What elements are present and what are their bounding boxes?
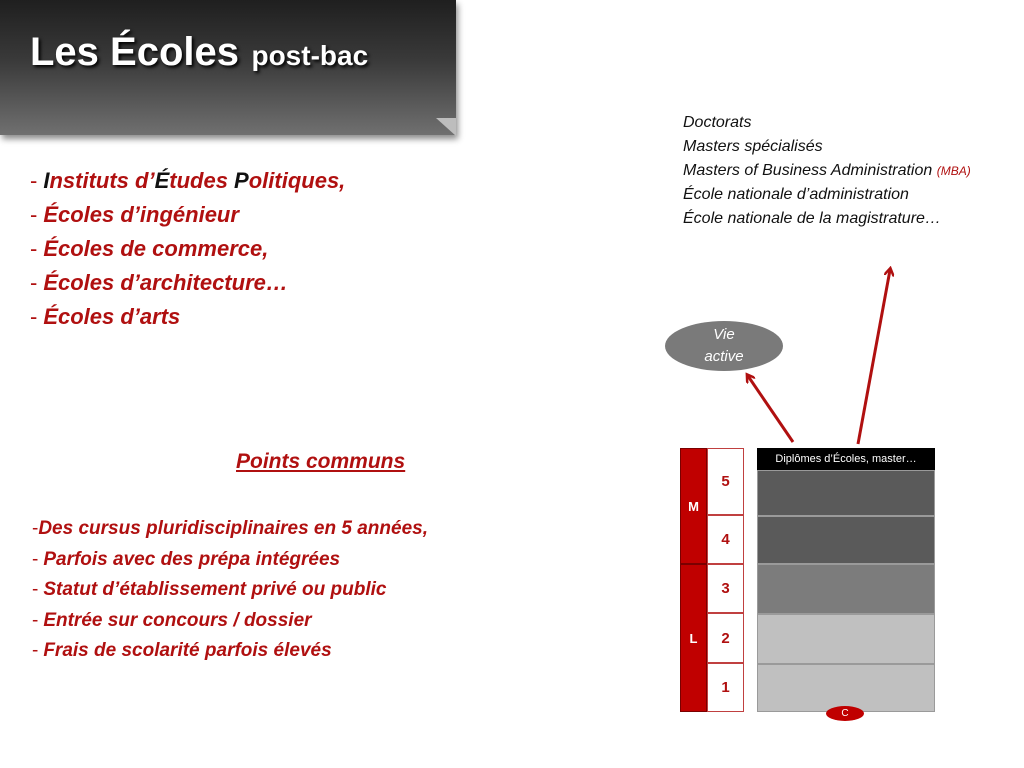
year-cell <box>707 448 744 515</box>
school-text: I <box>43 168 50 193</box>
level-l <box>680 564 707 712</box>
bullet-dash: - <box>30 304 38 329</box>
school-text: tudes <box>169 168 235 193</box>
band-year-3 <box>757 564 935 614</box>
band-year-5 <box>757 470 935 516</box>
band-year-1 <box>757 664 935 712</box>
arrow-to-vie-active <box>748 376 793 442</box>
bullet-dash: - <box>32 548 39 570</box>
year-label: 4 <box>721 531 730 548</box>
degree-label: Masters of Business Administration <box>683 162 933 179</box>
point-text: Entrée sur concours / dossier <box>43 609 312 631</box>
arrow-to-degrees <box>858 270 890 444</box>
level-m <box>680 448 707 564</box>
school-text: É <box>154 168 170 193</box>
bullet-dash: - <box>32 518 39 539</box>
level-l-label: L <box>689 630 698 646</box>
school-text: Écoles d’ingénieur <box>43 202 239 227</box>
year-label: 2 <box>721 629 730 647</box>
bullet-dash: - <box>32 609 39 631</box>
degree-label: Doctorats <box>683 114 752 131</box>
year-label: 1 <box>721 679 730 696</box>
bullet-dash: - <box>30 270 38 295</box>
bullet-dash: - <box>30 202 38 227</box>
diplomas-header: Diplômes d’Écoles, master… <box>757 448 935 470</box>
band-year-4 <box>757 516 935 564</box>
school-text: olitiques, <box>248 168 346 193</box>
point-text: Frais de scolarité parfois élevés <box>43 640 332 661</box>
level-m-label: M <box>688 498 699 514</box>
school-text: P <box>234 168 249 193</box>
year-label: 3 <box>721 580 730 597</box>
bullet-dash: - <box>32 640 39 661</box>
degree-label: École nationale d’administration <box>683 186 909 203</box>
year-cell <box>707 613 744 663</box>
year-cell <box>707 564 744 613</box>
school-text: nstituts d’ <box>49 168 155 193</box>
points-title: Points communs <box>236 450 406 473</box>
point-text: Des cursus pluridisciplinaires en 5 années, <box>38 518 428 539</box>
year-label: 5 <box>721 473 730 490</box>
mba-note: (MBA) <box>936 164 971 178</box>
school-text: Écoles d’arts <box>43 304 181 329</box>
title-sub: post-bac <box>251 40 369 71</box>
year-cell <box>707 663 744 712</box>
bullet-dash: - <box>30 168 38 193</box>
vie-active-bubble <box>665 321 783 371</box>
year-cell <box>707 515 744 564</box>
point-text: Parfois avec des prépa intégrées <box>43 548 341 570</box>
bullet-dash: - <box>30 236 38 261</box>
school-text: Écoles d’architecture… <box>43 270 288 295</box>
degree-label: École nationale de la magistrature… <box>683 210 941 227</box>
title-main: Les Écoles <box>30 30 240 74</box>
degree-label: Masters spécialisés <box>683 138 823 155</box>
bullet-dash: - <box>32 579 39 600</box>
band-year-2 <box>757 614 935 664</box>
point-text: Statut d’établissement privé ou public <box>43 579 387 600</box>
school-text: Écoles de commerce, <box>43 236 269 261</box>
vie-active-label: Vie active <box>704 326 744 365</box>
c-badge: C <box>826 706 864 721</box>
